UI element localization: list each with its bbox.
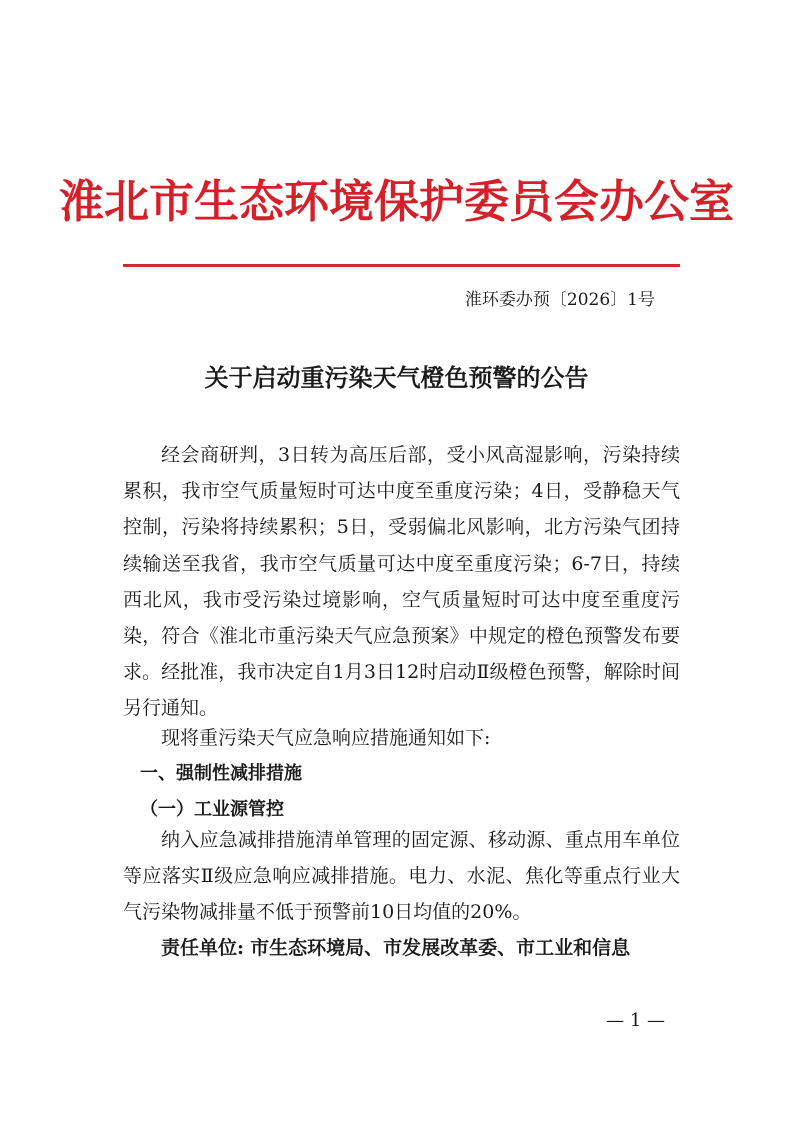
responsibility-line [123,930,680,966]
page-number: — 1 — [606,1010,665,1031]
notice-title: 关于启动重污染天气橙色预警的公告 [204,363,589,392]
issuer-masthead: 淮北市生态环境保护委员会办公室 [58,175,734,228]
responsibility-units: 市生态环境局、市发展改革委、市工业和信息 [250,937,631,959]
subsection-heading-industrial-control: （一）工业源管控 [140,799,284,820]
section-heading-mandatory-reduction: 一、强制性减排措施 [140,763,302,784]
paragraph-measures-intro: 现将重污染天气应急响应措施通知如下: [161,727,491,749]
document-number: 淮环委办预〔2026〕1号 [464,290,655,310]
paragraph-forecast: 经会商研判，3日转为高压后部，受小风高湿影响，污染持续累积，我市空气质量短时可达中度至重度污染；4日，受静稳天气控制，污染将持续累积；5日，受弱偏北风影响，北方污染气团持续输送至我省，我市空气质量可达中度至重度污染；6-7日，持续西北风，我市受污染过境影响，空气质量短时可达中度至重度污染，符合《淮北市重污染天气应急预案》中规定的橙色预警发布要求。经批准，我市决定自1月3日12时启动Ⅱ级橙色预警，解除时间另行通知。 [123,444,680,720]
responsibility-label: 责任单位: [161,937,245,959]
red-divider-line [123,264,680,267]
paragraph-industrial-measures: 纳入应急减排措施清单管理的固定源、移动源、重点用车单位等应落实Ⅱ级应急响应减排措施。电力、水泥、焦化等重点行业大气污染物减排量不低于预警前10日均值的20%。 [123,829,680,924]
